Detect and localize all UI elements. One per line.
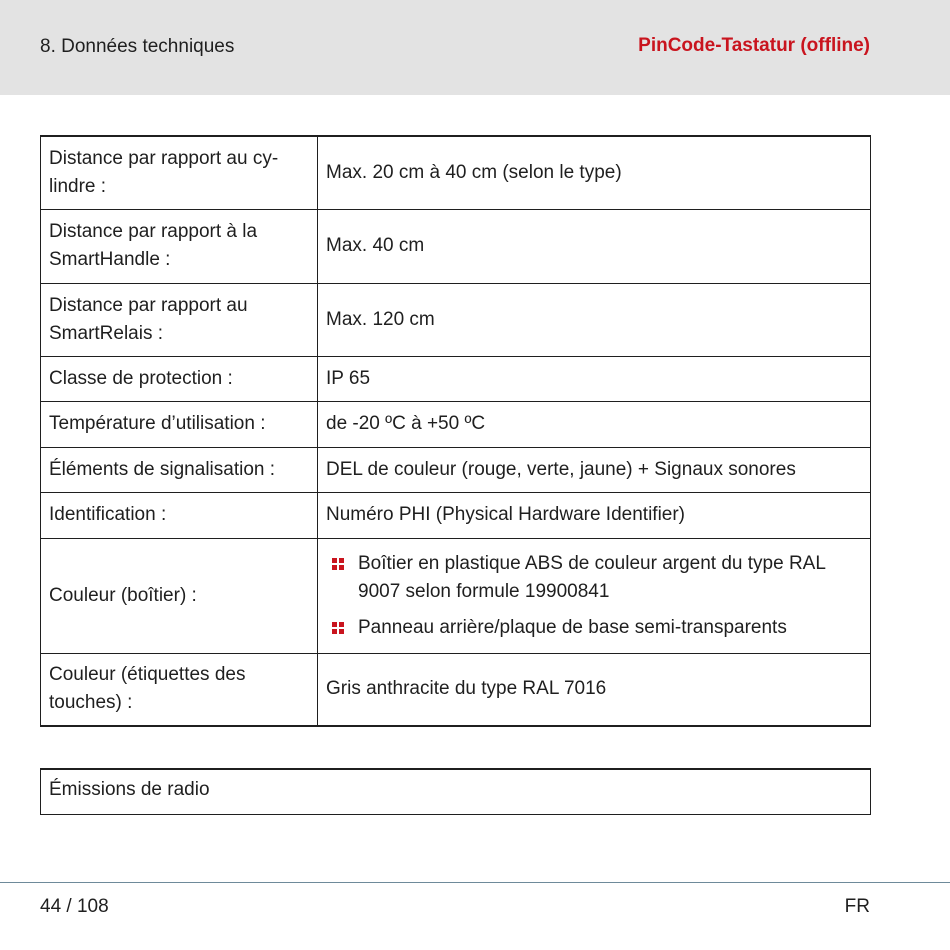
spec-label: Distance par rapport au SmartRelais : [41,283,318,356]
spec-label: Distance par rapport à la SmartHandle : [41,209,318,283]
spec-label: Couleur (étiquettes des touches) : [41,653,318,726]
spec-label: Éléments de signalisation : [41,447,318,492]
spec-label: Identification : [41,492,318,538]
table-row [41,401,871,447]
page-header [0,0,950,95]
chapter-title: 8. Données techniques [40,36,235,57]
spec-value: Max. 20 cm à 40 cm (selon le type) [318,136,871,209]
spec-label: Classe de protection : [41,356,318,401]
table-row [41,209,871,283]
list-item-text: Boîtier en plastique ABS de couleur argent du type RAL 9007 selon formule 19900841 [358,552,826,602]
table-row [41,653,871,726]
language-code: FR [844,896,870,917]
table-row [41,356,871,401]
spec-label: Couleur (boîtier) : [41,538,318,653]
radio-emissions-heading: Émissions de radio [40,768,871,815]
spec-label: Température d’utilisation : [41,401,318,447]
table-row [41,283,871,356]
red-square-bullet-icon [332,622,344,634]
specs-table [40,135,871,727]
list-item [326,550,862,606]
table-row [41,492,871,538]
table-row [41,136,871,209]
table-row [41,447,871,492]
page-number: 44 / 108 [40,896,109,917]
spec-value: Numéro PHI (Physical Hardware Identifier) [318,492,871,538]
spec-value: Max. 120 cm [318,283,871,356]
spec-value-list [318,538,871,653]
table-row [41,538,871,653]
spec-value: IP 65 [318,356,871,401]
spec-value: Gris anthracite du type RAL 7016 [318,653,871,726]
bullet-list [326,544,862,648]
spec-value: Max. 40 cm [318,209,871,283]
list-item [326,614,862,642]
spec-label: Distance par rapport au cy- lindre : [41,136,318,209]
footer-divider [0,882,950,883]
red-square-bullet-icon [332,558,344,570]
product-title: PinCode-Tastatur (offline) [638,35,870,56]
spec-value: DEL de couleur (rouge, verte, jaune) + Signaux sonores [318,447,871,492]
spec-value: de -20 ºC à +50 ºC [318,401,871,447]
list-item-text: Panneau arrière/plaque de base semi-transparents [358,616,787,638]
